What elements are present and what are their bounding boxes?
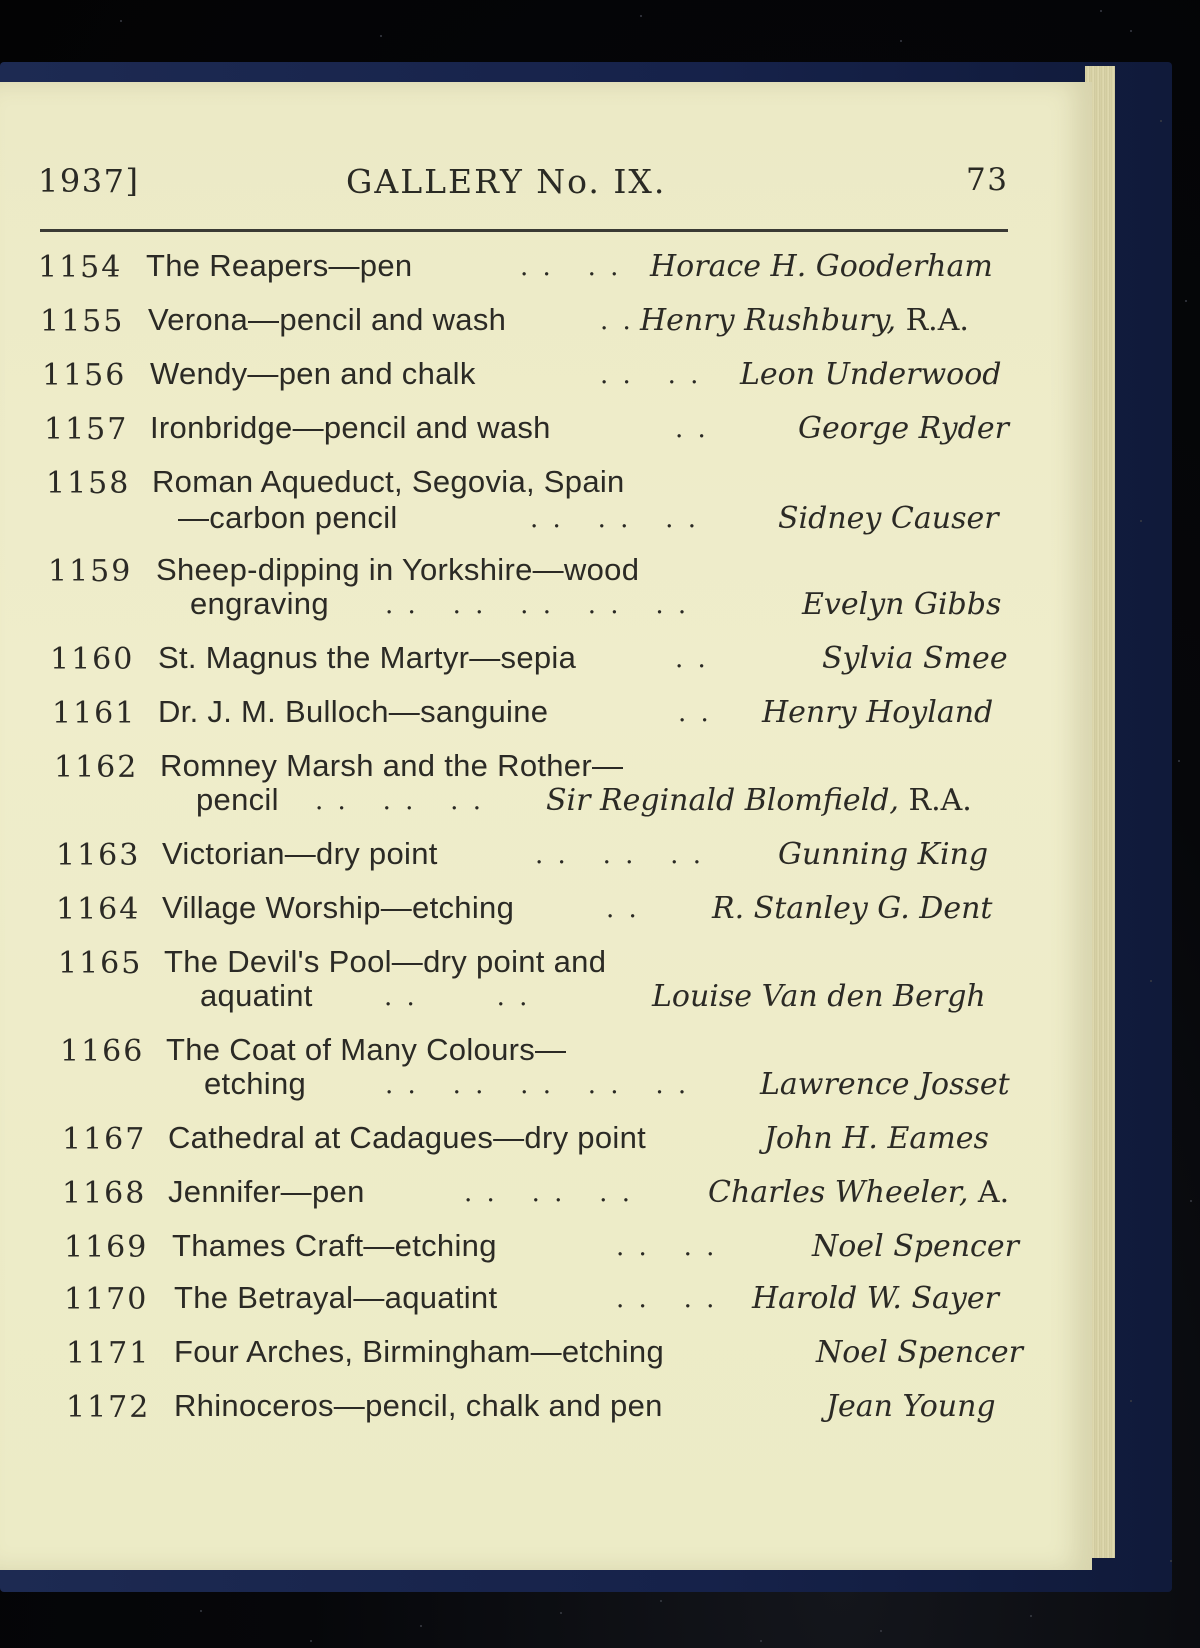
background-speck	[880, 1630, 882, 1632]
entry-title-continued: engraving	[190, 586, 329, 621]
entry-artist: Leon Underwood	[740, 357, 1002, 392]
entry-title: Rhinoceros—pencil, chalk and pen	[174, 1388, 663, 1423]
entry-title: Victorian—dry point	[162, 836, 438, 871]
header-rule	[40, 229, 1008, 232]
entry-artist: Louise Van den Bergh	[652, 979, 986, 1014]
background-speck	[1130, 1400, 1132, 1402]
catalogue-entry	[0, 1122, 1092, 1166]
entry-number: 1168	[62, 1176, 147, 1211]
background-speck	[560, 1612, 562, 1614]
entry-number: 1154	[38, 250, 123, 285]
background-speck	[1170, 1560, 1172, 1562]
entry-number: 1166	[60, 1034, 145, 1069]
entry-number: 1162	[54, 750, 139, 785]
entry-title: Thames Craft—etching	[172, 1228, 497, 1263]
entry-title: Jennifer—pen	[168, 1174, 365, 1209]
entry-artist: Henry Rushbury, R.A.	[640, 303, 969, 338]
entry-number: 1160	[50, 642, 135, 677]
leader-dots: . . . .	[600, 360, 702, 390]
entry-artist: Sidney Causer	[778, 501, 999, 536]
leader-dots: . . . . . .	[535, 840, 704, 870]
entry-number: 1170	[64, 1282, 149, 1317]
background-speck	[1160, 120, 1162, 122]
entry-artist: John H. Eames	[764, 1121, 989, 1156]
background-speck	[900, 40, 902, 42]
entry-artist: Harold W. Sayer	[752, 1281, 999, 1316]
catalogue-entry	[0, 1230, 1092, 1274]
leader-dots: . . . . . .	[464, 1178, 633, 1208]
entry-title: Sheep-dipping in Yorkshire—wood	[156, 552, 640, 587]
entry-number: 1156	[42, 358, 127, 393]
entry-artist: Noel Spencer	[816, 1335, 1023, 1370]
catalogue-entry	[0, 358, 1092, 402]
background-speck	[200, 1610, 202, 1612]
leader-dots: . .	[606, 894, 640, 924]
entry-title: St. Magnus the Martyr—sepia	[158, 640, 577, 675]
entry-number: 1159	[48, 554, 133, 589]
entry-title: The Reapers—pen	[146, 248, 413, 283]
artist-honour: R.A.	[896, 303, 969, 338]
running-header	[0, 82, 1092, 232]
entry-title: Roman Aqueduct, Segovia, Spain	[152, 464, 625, 499]
leader-dots: . . . . . .	[315, 786, 484, 816]
leader-dots: . . . .	[616, 1284, 718, 1314]
leader-dots: . .	[675, 644, 709, 674]
background-speck	[1030, 1615, 1032, 1617]
catalogue-entry	[0, 1282, 1092, 1326]
entry-artist: Sylvia Smee	[822, 641, 1008, 676]
entry-title-continued: etching	[204, 1066, 307, 1101]
background-speck	[380, 35, 382, 37]
catalogue-entry	[0, 642, 1092, 686]
background-speck	[1140, 520, 1142, 522]
entry-number: 1169	[64, 1230, 149, 1265]
leader-dots: . . . .	[384, 982, 531, 1012]
leader-dots: . . . . . . . . . .	[385, 590, 690, 620]
background-speck	[640, 15, 642, 17]
entry-title: Dr. J. M. Bulloch—sanguine	[158, 694, 549, 729]
entry-number: 1158	[46, 466, 131, 501]
header-year: 1937]	[38, 162, 140, 200]
entry-artist: Evelyn Gibbs	[802, 587, 1002, 622]
entry-number: 1157	[44, 412, 129, 447]
entry-number: 1163	[56, 838, 141, 873]
entry-artist: George Ryder	[798, 411, 1009, 446]
entry-artist: Lawrence Josset	[760, 1067, 1010, 1102]
entry-artist: R. Stanley G. Dent	[712, 891, 993, 926]
entry-artist: Sir Reginald Blomfield, R.A.	[546, 783, 972, 818]
artist-honour: A.	[968, 1175, 1010, 1210]
entry-title: Verona—pencil and wash	[148, 302, 507, 337]
catalogue-entry	[0, 412, 1092, 456]
catalogue-entry	[0, 1336, 1092, 1380]
background-speck	[1178, 760, 1180, 762]
background-speck	[660, 1600, 662, 1602]
catalogue-entry	[0, 750, 1092, 836]
entry-number: 1161	[52, 696, 137, 731]
header-title: GALLERY No. IX.	[346, 162, 667, 201]
background-speck	[1130, 30, 1132, 32]
entry-number: 1165	[58, 946, 143, 981]
catalogue-entry	[0, 304, 1092, 348]
entry-title: Cathedral at Cadagues—dry point	[168, 1120, 647, 1155]
background-speck	[120, 20, 122, 22]
entry-artist: Charles Wheeler, A.	[708, 1175, 1010, 1210]
background-speck	[1150, 980, 1152, 982]
catalogue-entry	[0, 554, 1092, 640]
entry-artist: Gunning King	[778, 837, 989, 872]
entry-title: The Coat of Many Colours—	[166, 1032, 567, 1067]
leader-dots: . .	[675, 414, 709, 444]
entry-number: 1164	[56, 892, 141, 927]
entry-artist: Jean Young	[826, 1389, 996, 1424]
background-speck	[420, 1625, 422, 1627]
catalogue-entry	[0, 838, 1092, 882]
entry-number: 1171	[66, 1336, 151, 1371]
background-speck	[1185, 300, 1187, 302]
catalogue-entry	[0, 1176, 1092, 1220]
catalogue-entry	[0, 1390, 1092, 1434]
entry-number: 1172	[66, 1390, 151, 1425]
background-speck	[760, 1640, 762, 1642]
catalogue-entry	[0, 946, 1092, 1032]
entry-title: Ironbridge—pencil and wash	[150, 410, 551, 445]
entry-artist: Noel Spencer	[812, 1229, 1019, 1264]
catalogue-entry	[0, 1034, 1092, 1120]
background-speck	[1100, 10, 1102, 12]
background-speck	[1190, 1200, 1192, 1202]
entry-artist: Henry Hoyland	[762, 695, 994, 730]
catalogue-entry	[0, 466, 1092, 552]
background-speck	[310, 1640, 312, 1642]
catalogue-entry	[0, 250, 1092, 294]
entry-title-continued: —carbon pencil	[178, 500, 398, 535]
entry-title: Village Worship—etching	[162, 890, 515, 925]
entry-title: The Betrayal—aquatint	[174, 1280, 498, 1315]
entry-title: Four Arches, Birmingham—etching	[174, 1334, 664, 1369]
entry-title-continued: aquatint	[200, 978, 313, 1013]
catalogue-entry	[0, 696, 1092, 740]
leader-dots: . . . . . . . . . .	[385, 1070, 690, 1100]
entry-title-continued: pencil	[196, 782, 279, 817]
leader-dots: . .	[600, 306, 634, 336]
leader-dots: . . . . . .	[530, 504, 699, 534]
catalogue-entry	[0, 892, 1092, 936]
leader-dots: . .	[678, 698, 712, 728]
entry-number: 1155	[40, 304, 125, 339]
entry-title: Romney Marsh and the Rother—	[160, 748, 624, 783]
book-page	[0, 82, 1092, 1570]
page-number: 73	[966, 162, 1009, 198]
entry-title: Wendy—pen and chalk	[150, 356, 476, 391]
entry-artist: Horace H. Gooderham	[650, 249, 993, 284]
entry-title: The Devil's Pool—dry point and	[164, 944, 607, 979]
entry-number: 1167	[62, 1122, 147, 1157]
artist-honour: R.A.	[898, 783, 972, 818]
leader-dots: . . . .	[616, 1232, 718, 1262]
leader-dots: . . . .	[520, 252, 622, 282]
